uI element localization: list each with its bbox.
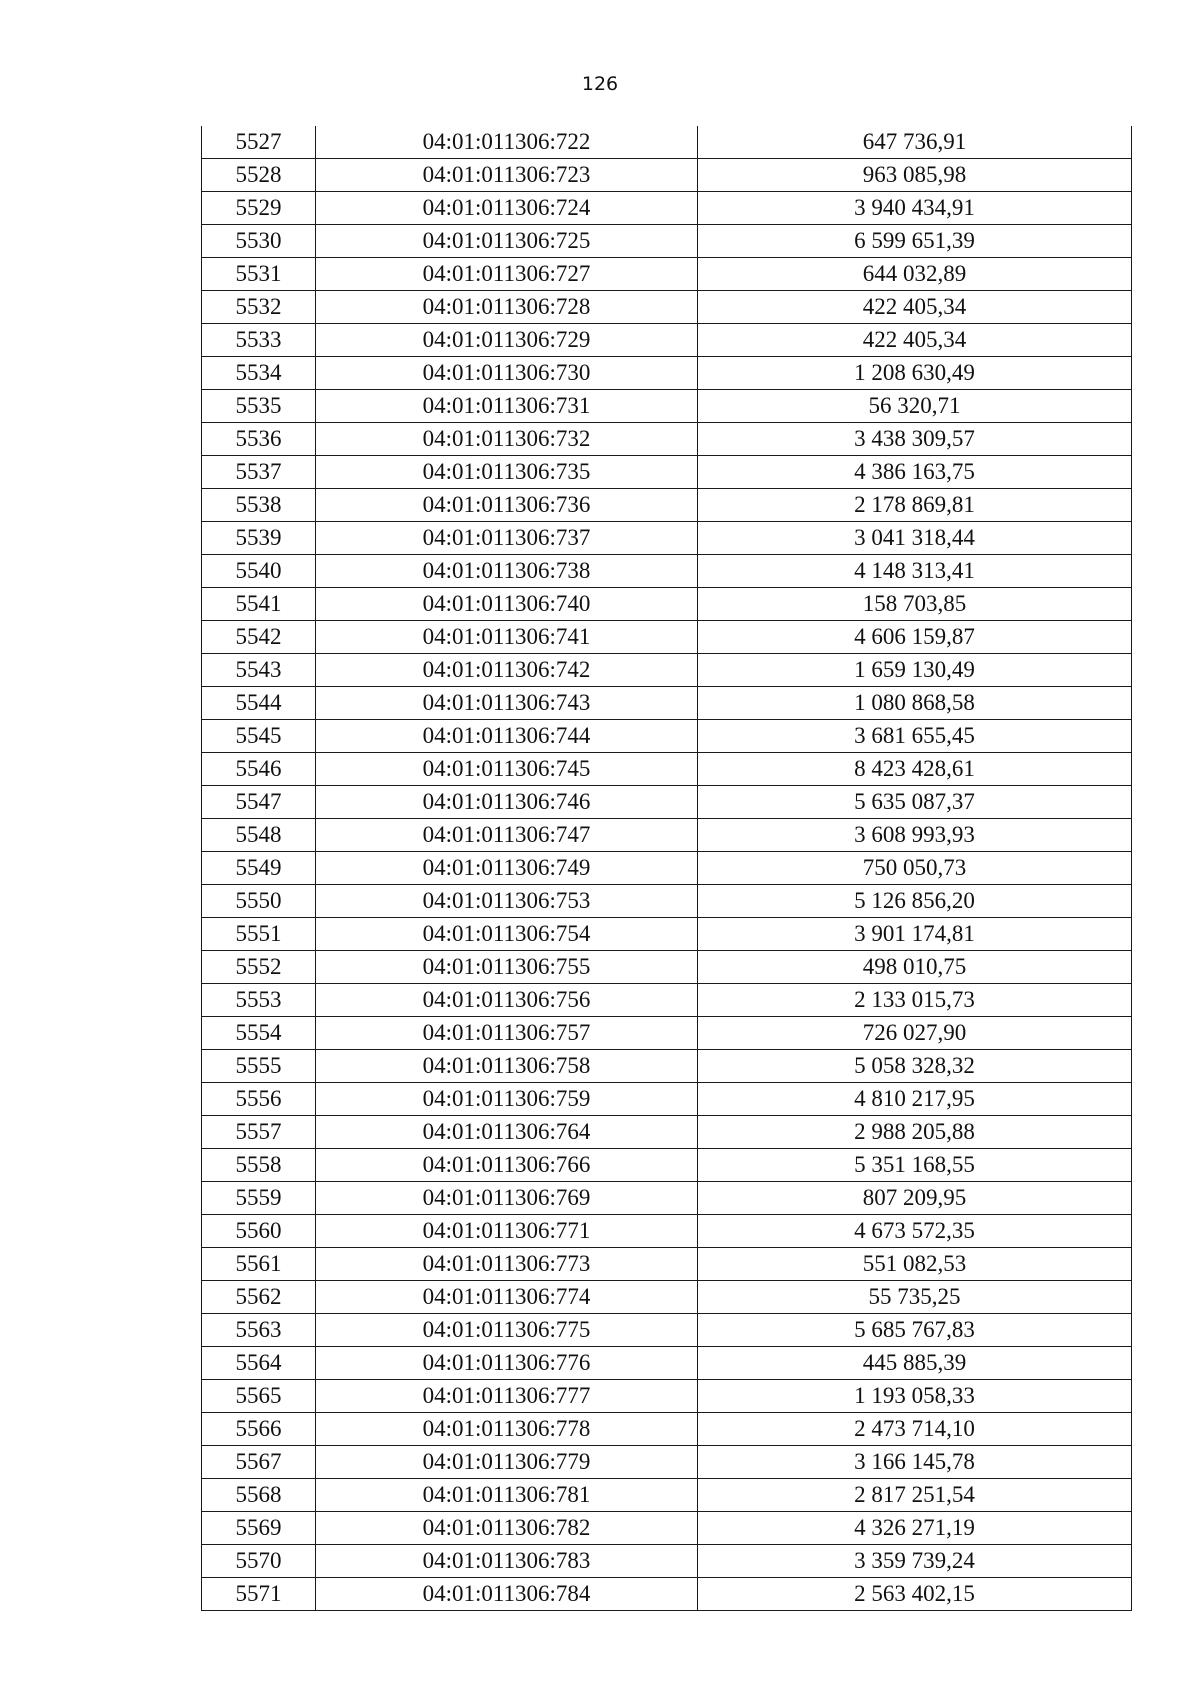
table-row (202, 555, 1132, 588)
cadastral-value-cell: 422 405,34 (698, 324, 1132, 357)
table-row (202, 819, 1132, 852)
table-row (202, 621, 1132, 654)
cadastral-value-cell: 644 032,89 (698, 258, 1132, 291)
cadastral-number-cell: 04:01:011306:758 (316, 1050, 698, 1083)
cadastral-value-cell: 726 027,90 (698, 1017, 1132, 1050)
table-row (202, 159, 1132, 192)
table-row (202, 720, 1132, 753)
table-row (202, 126, 1132, 159)
table-row (202, 654, 1132, 687)
page-number: 126 (581, 73, 619, 95)
cadastral-value-cell: 4 673 572,35 (698, 1215, 1132, 1248)
row-number-cell: 5544 (202, 687, 316, 720)
cadastral-number-cell: 04:01:011306:778 (316, 1413, 698, 1446)
table-row (202, 984, 1132, 1017)
cadastral-number-cell: 04:01:011306:773 (316, 1248, 698, 1281)
cadastral-number-cell: 04:01:011306:771 (316, 1215, 698, 1248)
row-number-cell: 5528 (202, 159, 316, 192)
table-row (202, 390, 1132, 423)
table-row (202, 786, 1132, 819)
table-row (202, 1017, 1132, 1050)
cadastral-number-cell: 04:01:011306:782 (316, 1512, 698, 1545)
cadastral-number-cell: 04:01:011306:728 (316, 291, 698, 324)
row-number-cell: 5570 (202, 1545, 316, 1578)
row-number-cell: 5534 (202, 357, 316, 390)
row-number-cell: 5533 (202, 324, 316, 357)
cadastral-value-cell: 55 735,25 (698, 1281, 1132, 1314)
cadastral-value-cell: 4 148 313,41 (698, 555, 1132, 588)
row-number-cell: 5564 (202, 1347, 316, 1380)
cadastral-value-cell: 1 080 868,58 (698, 687, 1132, 720)
cadastral-number-cell: 04:01:011306:757 (316, 1017, 698, 1050)
row-number-cell: 5567 (202, 1446, 316, 1479)
cadastral-value-cell: 2 988 205,88 (698, 1116, 1132, 1149)
row-number-cell: 5549 (202, 852, 316, 885)
cadastral-number-cell: 04:01:011306:769 (316, 1182, 698, 1215)
cadastral-number-cell: 04:01:011306:741 (316, 621, 698, 654)
table-row (202, 1116, 1132, 1149)
row-number-cell: 5546 (202, 753, 316, 786)
cadastral-number-cell: 04:01:011306:745 (316, 753, 698, 786)
cadastral-number-cell: 04:01:011306:784 (316, 1578, 698, 1611)
cadastral-number-cell: 04:01:011306:742 (316, 654, 698, 687)
row-number-cell: 5538 (202, 489, 316, 522)
table-row (202, 1545, 1132, 1578)
row-number-cell: 5527 (202, 126, 316, 159)
table-row (202, 1413, 1132, 1446)
table-row (202, 885, 1132, 918)
cadastral-number-cell: 04:01:011306:724 (316, 192, 698, 225)
cadastral-value-cell: 4 326 271,19 (698, 1512, 1132, 1545)
cadastral-number-cell: 04:01:011306:740 (316, 588, 698, 621)
row-number-cell: 5565 (202, 1380, 316, 1413)
row-number-cell: 5558 (202, 1149, 316, 1182)
cadastral-number-cell: 04:01:011306:774 (316, 1281, 698, 1314)
row-number-cell: 5550 (202, 885, 316, 918)
row-number-cell: 5566 (202, 1413, 316, 1446)
cadastral-value-cell: 3 041 318,44 (698, 522, 1132, 555)
table-row (202, 951, 1132, 984)
cadastral-value-cell: 4 810 217,95 (698, 1083, 1132, 1116)
table-row (202, 1380, 1132, 1413)
cadastral-number-cell: 04:01:011306:735 (316, 456, 698, 489)
cadastral-value-cell: 3 359 739,24 (698, 1545, 1132, 1578)
cadastral-number-cell: 04:01:011306:736 (316, 489, 698, 522)
cadastral-number-cell: 04:01:011306:781 (316, 1479, 698, 1512)
cadastral-value-cell: 1 193 058,33 (698, 1380, 1132, 1413)
table-row (202, 225, 1132, 258)
cadastral-value-table (201, 126, 1132, 1611)
table-row (202, 1083, 1132, 1116)
cadastral-number-cell: 04:01:011306:775 (316, 1314, 698, 1347)
cadastral-value-cell: 3 438 309,57 (698, 423, 1132, 456)
cadastral-value-cell: 1 208 630,49 (698, 357, 1132, 390)
cadastral-value-cell: 5 126 856,20 (698, 885, 1132, 918)
cadastral-value-cell: 498 010,75 (698, 951, 1132, 984)
row-number-cell: 5547 (202, 786, 316, 819)
cadastral-value-cell: 750 050,73 (698, 852, 1132, 885)
cadastral-value-cell: 3 608 993,93 (698, 819, 1132, 852)
table-row (202, 1050, 1132, 1083)
cadastral-number-cell: 04:01:011306:779 (316, 1446, 698, 1479)
row-number-cell: 5556 (202, 1083, 316, 1116)
cadastral-number-cell: 04:01:011306:738 (316, 555, 698, 588)
row-number-cell: 5529 (202, 192, 316, 225)
cadastral-value-cell: 647 736,91 (698, 126, 1132, 159)
row-number-cell: 5548 (202, 819, 316, 852)
row-number-cell: 5557 (202, 1116, 316, 1149)
cadastral-value-cell: 3 940 434,91 (698, 192, 1132, 225)
cadastral-number-cell: 04:01:011306:722 (316, 126, 698, 159)
cadastral-number-cell: 04:01:011306:743 (316, 687, 698, 720)
row-number-cell: 5537 (202, 456, 316, 489)
cadastral-value-cell: 2 133 015,73 (698, 984, 1132, 1017)
cadastral-value-cell: 445 885,39 (698, 1347, 1132, 1380)
cadastral-value-cell: 56 320,71 (698, 390, 1132, 423)
cadastral-number-cell: 04:01:011306:723 (316, 159, 698, 192)
cadastral-number-cell: 04:01:011306:753 (316, 885, 698, 918)
cadastral-value-cell: 1 659 130,49 (698, 654, 1132, 687)
cadastral-value-cell: 5 351 168,55 (698, 1149, 1132, 1182)
cadastral-number-cell: 04:01:011306:746 (316, 786, 698, 819)
row-number-cell: 5552 (202, 951, 316, 984)
cadastral-value-cell: 807 209,95 (698, 1182, 1132, 1215)
table-row (202, 522, 1132, 555)
cadastral-value-cell: 422 405,34 (698, 291, 1132, 324)
table-row (202, 1149, 1132, 1182)
cadastral-value-cell: 551 082,53 (698, 1248, 1132, 1281)
row-number-cell: 5569 (202, 1512, 316, 1545)
cadastral-number-cell: 04:01:011306:737 (316, 522, 698, 555)
cadastral-number-cell: 04:01:011306:755 (316, 951, 698, 984)
table-row (202, 1248, 1132, 1281)
cadastral-value-cell: 4 606 159,87 (698, 621, 1132, 654)
cadastral-number-cell: 04:01:011306:754 (316, 918, 698, 951)
row-number-cell: 5559 (202, 1182, 316, 1215)
row-number-cell: 5540 (202, 555, 316, 588)
cadastral-value-cell: 5 635 087,37 (698, 786, 1132, 819)
table-row (202, 423, 1132, 456)
table-row (202, 1314, 1132, 1347)
row-number-cell: 5545 (202, 720, 316, 753)
cadastral-value-cell: 2 473 714,10 (698, 1413, 1132, 1446)
cadastral-value-cell: 3 166 145,78 (698, 1446, 1132, 1479)
cadastral-number-cell: 04:01:011306:764 (316, 1116, 698, 1149)
table-row (202, 324, 1132, 357)
row-number-cell: 5553 (202, 984, 316, 1017)
row-number-cell: 5554 (202, 1017, 316, 1050)
row-number-cell: 5551 (202, 918, 316, 951)
table-row (202, 258, 1132, 291)
table-row (202, 1215, 1132, 1248)
row-number-cell: 5561 (202, 1248, 316, 1281)
row-number-cell: 5568 (202, 1479, 316, 1512)
cadastral-value-cell: 2 817 251,54 (698, 1479, 1132, 1512)
cadastral-value-cell: 2 563 402,15 (698, 1578, 1132, 1611)
cadastral-number-cell: 04:01:011306:729 (316, 324, 698, 357)
table-row (202, 1446, 1132, 1479)
table-row (202, 918, 1132, 951)
cadastral-value-cell: 8 423 428,61 (698, 753, 1132, 786)
row-number-cell: 5536 (202, 423, 316, 456)
table-row (202, 1512, 1132, 1545)
table-row (202, 1578, 1132, 1611)
cadastral-number-cell: 04:01:011306:749 (316, 852, 698, 885)
row-number-cell: 5563 (202, 1314, 316, 1347)
table-row (202, 456, 1132, 489)
cadastral-number-cell: 04:01:011306:783 (316, 1545, 698, 1578)
cadastral-value-cell: 963 085,98 (698, 159, 1132, 192)
table-row (202, 852, 1132, 885)
table-body (202, 126, 1132, 1611)
row-number-cell: 5542 (202, 621, 316, 654)
table-row (202, 1281, 1132, 1314)
row-number-cell: 5539 (202, 522, 316, 555)
table-row (202, 1347, 1132, 1380)
table-row (202, 489, 1132, 522)
cadastral-number-cell: 04:01:011306:756 (316, 984, 698, 1017)
cadastral-number-cell: 04:01:011306:747 (316, 819, 698, 852)
cadastral-number-cell: 04:01:011306:759 (316, 1083, 698, 1116)
table-row (202, 753, 1132, 786)
cadastral-value-cell: 2 178 869,81 (698, 489, 1132, 522)
row-number-cell: 5541 (202, 588, 316, 621)
row-number-cell: 5531 (202, 258, 316, 291)
cadastral-value-cell: 4 386 163,75 (698, 456, 1132, 489)
table-row (202, 588, 1132, 621)
cadastral-value-cell: 5 058 328,32 (698, 1050, 1132, 1083)
table-row (202, 687, 1132, 720)
row-number-cell: 5535 (202, 390, 316, 423)
cadastral-number-cell: 04:01:011306:730 (316, 357, 698, 390)
table-row (202, 1479, 1132, 1512)
cadastral-number-cell: 04:01:011306:777 (316, 1380, 698, 1413)
cadastral-number-cell: 04:01:011306:732 (316, 423, 698, 456)
row-number-cell: 5555 (202, 1050, 316, 1083)
row-number-cell: 5530 (202, 225, 316, 258)
table-row (202, 192, 1132, 225)
row-number-cell: 5532 (202, 291, 316, 324)
cadastral-value-cell: 3 681 655,45 (698, 720, 1132, 753)
row-number-cell: 5560 (202, 1215, 316, 1248)
table-row (202, 291, 1132, 324)
cadastral-value-cell: 158 703,85 (698, 588, 1132, 621)
row-number-cell: 5571 (202, 1578, 316, 1611)
table-row (202, 357, 1132, 390)
table-row (202, 1182, 1132, 1215)
cadastral-value-cell: 6 599 651,39 (698, 225, 1132, 258)
cadastral-value-cell: 3 901 174,81 (698, 918, 1132, 951)
cadastral-value-cell: 5 685 767,83 (698, 1314, 1132, 1347)
row-number-cell: 5562 (202, 1281, 316, 1314)
cadastral-number-cell: 04:01:011306:727 (316, 258, 698, 291)
row-number-cell: 5543 (202, 654, 316, 687)
cadastral-number-cell: 04:01:011306:776 (316, 1347, 698, 1380)
cadastral-number-cell: 04:01:011306:731 (316, 390, 698, 423)
cadastral-number-cell: 04:01:011306:725 (316, 225, 698, 258)
cadastral-number-cell: 04:01:011306:766 (316, 1149, 698, 1182)
cadastral-number-cell: 04:01:011306:744 (316, 720, 698, 753)
